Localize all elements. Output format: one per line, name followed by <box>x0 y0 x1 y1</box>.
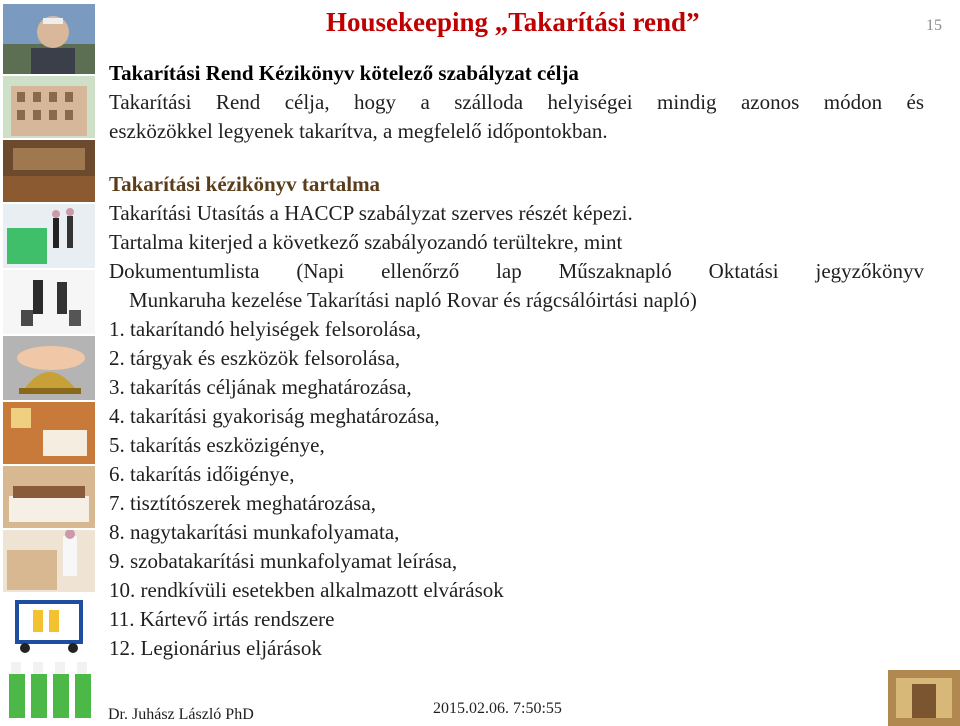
paragraph-scope: Tartalma kiterjed a következő szabályozandó terültekre, mint <box>109 230 623 254</box>
list-item: 11. Kártevő irtás rendszere <box>109 607 335 631</box>
cleaning-bottles-photo <box>3 658 95 722</box>
reception-desk-photo <box>3 140 95 202</box>
housekeeper-photo <box>3 530 95 592</box>
paragraph-document-list-line1: Dokumentumlista (Napi ellenőrző lap Műszaknapló Oktatási jegyzőkönyv <box>109 259 924 283</box>
paragraph-purpose-line1: Takarítási Rend célja, hogy a szálloda helyiségei mindig azonos módon és <box>109 90 924 114</box>
list-item: 3. takarítás céljának meghatározása, <box>109 375 412 399</box>
traveller-photo <box>3 270 95 334</box>
paragraph-document-list-line2: Munkaruha kezelése Takarítási napló Rovar és rágcsálóirtási napló) <box>129 288 697 312</box>
list-item: 10. rendkívüli esetekben alkalmazott elvárások <box>109 578 504 602</box>
list-item: 7. tisztítószerek meghatározása, <box>109 491 377 515</box>
hotel-corridor-photo <box>888 670 960 726</box>
lobby-photo <box>3 204 95 268</box>
paragraph-purpose-line2: eszközökkel legyenek takarítva, a megfelelő időpontokban. <box>109 119 608 143</box>
contents-list <box>109 315 924 663</box>
slide-content <box>109 59 924 663</box>
list-item: 8. nagytakarítási munkafolyamata, <box>109 520 400 544</box>
cleaning-cart-photo <box>3 594 95 656</box>
photo-strip <box>0 0 98 726</box>
list-item: 9. szobatakarítási munkafolyamat leírása, <box>109 549 458 573</box>
bedroom-photo <box>3 466 95 528</box>
list-item: 5. takarítás eszközigénye, <box>109 433 325 457</box>
list-item: 1. takarítandó helyiségek felsorolása, <box>109 317 421 341</box>
author-portrait-photo <box>3 4 95 74</box>
footer-author: Dr. Juhász László PhD <box>108 706 254 723</box>
section-heading-contents: Takarítási kézikönyv tartalma <box>109 172 381 196</box>
list-item: 2. tárgyak és eszközök felsorolása, <box>109 346 401 370</box>
hotel-building-photo <box>3 76 95 138</box>
list-item: 12. Legionárius eljárások <box>109 636 322 660</box>
hotel-room-photo <box>3 402 95 464</box>
list-item: 6. takarítás időigénye, <box>109 462 295 486</box>
page-number: 15 <box>926 17 942 34</box>
list-item: 4. takarítási gyakoriság meghatározása, <box>109 404 440 428</box>
slide-title: Housekeeping „Takarítási rend” <box>326 7 700 37</box>
footer-datetime: 2015.02.06. 7:50:55 <box>433 700 562 717</box>
service-bell-photo <box>3 336 95 400</box>
paragraph-haccp: Takarítási Utasítás a HACCP szabályzat szerves részét képezi. <box>109 201 633 225</box>
section-heading-purpose: Takarítási Rend Kézikönyv kötelező szabályzat célja <box>109 61 579 85</box>
